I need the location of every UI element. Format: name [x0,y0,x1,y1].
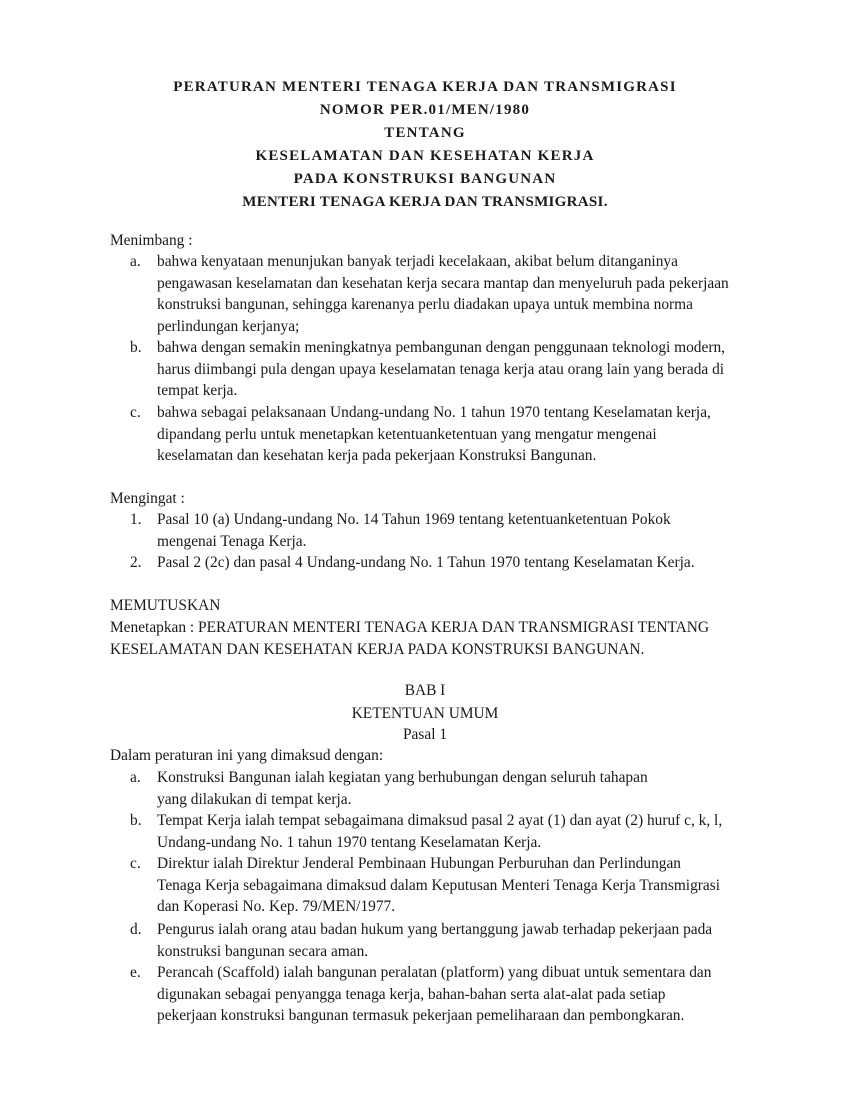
list-line: konstruksi bangunan, sehingga karenanya perlu diadakan upaya untuk membina norma [157,296,693,313]
menetapkan-line: Menetapkan : PERATURAN MENTERI TENAGA KERJA DAN TRANSMIGRASI TENTANG [110,619,709,636]
bab-title: KETENTUAN UMUM [351,705,499,722]
title-line: TENTANG [384,125,466,141]
list-line: Pasal 10 (a) Undang-undang No. 14 Tahun 1969 tentang ketentuanketentuan Pokok [157,511,671,528]
list-line: konstruksi bangunan secara aman. [157,942,369,960]
list-line: Pasal 2 (2c) dan pasal 4 Undang-undang No. 1 Tahun 1970 tentang Keselamatan Kerja. [157,554,695,571]
list-marker: e. [130,964,141,981]
list-marker: c. [130,404,141,421]
pasal-heading: Pasal 1 [402,726,448,743]
bab-number: BAB I [404,682,446,699]
list-line: pengawasan keselamatan dan kesehatan kerja secara mantap dan menyeluruh pada pekerjaan [157,274,729,292]
mengingat-label: Mengingat : [110,490,185,507]
list-line: tempat kerja. [157,382,238,399]
list-line: digunakan sebagai penyangga tenaga kerja, bahan-bahan serta alat-alat pada setiap [157,985,666,1003]
list-marker: a. [130,769,141,786]
list-line: Tenaga Kerja sebagaimana dimaksud dalam Keputusan Menteri Tenaga Kerja Transmigrasi [157,876,720,894]
list-line: Undang-undang No. 1 tahun 1970 tentang Keselamatan Kerja. [157,833,542,851]
list-line: harus diimbangi pula dengan upaya keselamatan tenaga kerja atau orang lain yang berada di [157,360,725,378]
list-marker: b. [130,339,142,356]
list-line: perlindungan kerjanya; [157,317,300,335]
list-line: bahwa sebagai pelaksanaan Undang-undang No. 1 tahun 1970 tentang Keselamatan kerja, [157,404,711,421]
list-line: bahwa dengan semakin meningkatnya pembangunan dengan penggunaan teknologi modern, [157,339,726,356]
list-line: Perancah (Scaffold) ialah bangunan peralatan (platform) yang dibuat untuk sementara dan [157,964,712,981]
list-line: dan Koperasi No. Kep. 79/MEN/1977. [157,898,396,915]
list-line: keselamatan dan kesehatan kerja pada pekerjaan Konstruksi Bangunan. [157,447,597,464]
title-line: PADA KONSTRUKSI BANGUNAN [293,171,557,187]
list-line: pekerjaan konstruksi bangunan termasuk pekerjaan pemeliharaan dan pembongkaran. [157,1007,685,1024]
title-line: NOMOR PER.01/MEN/1980 [319,102,531,118]
list-line: yang dilakukan di tempat kerja. [157,790,352,808]
title-line: PERATURAN MENTERI TENAGA KERJA DAN TRANSMIGRASI [173,79,677,95]
list-line: Konstruksi Bangunan ialah kegiatan yang berhubungan dengan seluruh tahapan [157,769,648,786]
list-marker: 1. [130,511,142,528]
list-marker: b. [130,812,142,829]
menetapkan-line: KESELAMATAN DAN KESEHATAN KERJA PADA KONSTRUKSI BANGUNAN. [110,641,645,658]
title-line: MENTERI TENAGA KERJA DAN TRANSMIGRASI. [242,194,608,210]
list-line: mengenai Tenaga Kerja. [157,532,307,550]
list-marker: a. [130,253,141,270]
title-line: KESELAMATAN DAN KESEHATAN KERJA [255,148,595,164]
memutuskan-label: MEMUTUSKAN [110,597,221,614]
list-line: dipandang perlu untuk menetapkan ketentuanketentuan yang mengatur mengenai [157,425,657,443]
list-line: Pengurus ialah orang atau badan hukum yang bertanggung jawab terhadap pekerjaan pada [157,921,713,938]
menimbang-label: Menimbang : [110,232,193,249]
list-marker: c. [130,855,141,872]
document-title [0,76,850,214]
list-line: Tempat Kerja ialah tempat sebagaimana dimaksud pasal 2 ayat (1) dan ayat (2) huruf c, k, l, [157,812,723,829]
list-line: Direktur ialah Direktur Jenderal Pembinaan Hubungan Perburuhan dan Perlindungan [157,855,681,872]
definition-intro: Dalam peraturan ini yang dimaksud dengan: [110,747,384,764]
list-marker: d. [130,921,142,938]
list-line: bahwa kenyataan menunjukan banyak terjadi kecelakaan, akibat belum ditanganinya [157,253,678,270]
list-marker: 2. [130,554,142,571]
